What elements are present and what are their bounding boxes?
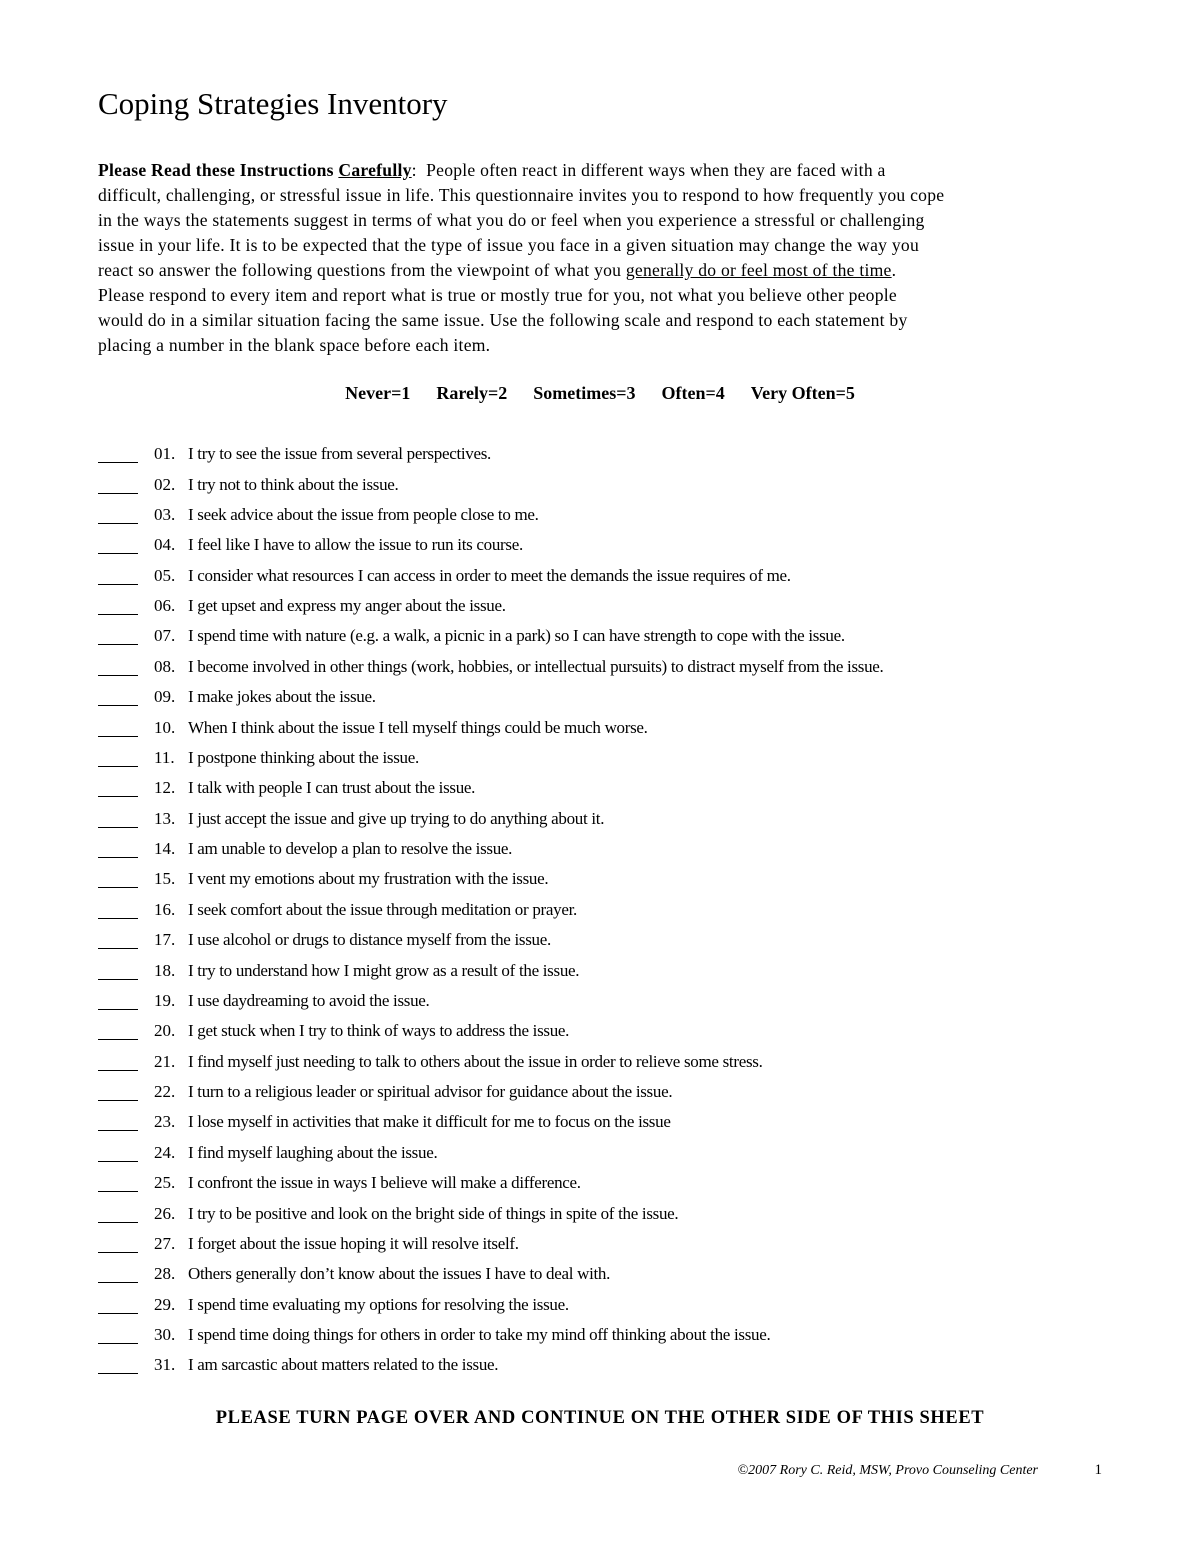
item-text: Others generally don’t know about the issues I have to deal with. <box>188 1264 611 1284</box>
item-number: 05. <box>154 565 176 585</box>
instructions-line-3: in the ways the statements suggest in terms of what you do or feel when you experience a stressful or challenging <box>98 210 925 230</box>
item-number: 31. <box>154 1355 176 1375</box>
questionnaire-item <box>98 652 1098 682</box>
item-number: 22. <box>154 1082 176 1102</box>
questionnaire-item <box>98 834 1098 864</box>
answer-blank[interactable] <box>98 870 138 888</box>
item-text: I turn to a religious leader or spiritual advisor for guidance about the issue. <box>188 1082 673 1102</box>
questionnaire-item <box>98 864 1098 894</box>
item-text: I feel like I have to allow the issue to run its course. <box>188 535 523 555</box>
answer-blank[interactable] <box>98 1356 138 1374</box>
answer-blank[interactable] <box>98 1053 138 1071</box>
item-text: I postpone thinking about the issue. <box>188 747 419 767</box>
answer-blank[interactable] <box>98 627 138 645</box>
questionnaire-item <box>98 1259 1098 1289</box>
answer-blank[interactable] <box>98 1205 138 1223</box>
item-text: I use daydreaming to avoid the issue. <box>188 990 430 1010</box>
instructions-line-5 <box>98 258 1108 283</box>
item-number: 28. <box>154 1264 176 1284</box>
item-number: 08. <box>154 656 176 676</box>
item-number: 30. <box>154 1325 176 1345</box>
instructions-heading: Please Read these Instructions <box>98 160 334 180</box>
answer-blank[interactable] <box>98 1083 138 1101</box>
item-number: 26. <box>154 1203 176 1223</box>
page-title: Coping Strategies Inventory <box>98 86 448 121</box>
questionnaire-item <box>98 773 1098 803</box>
answer-blank[interactable] <box>98 1326 138 1344</box>
questionnaire-item <box>98 986 1098 1016</box>
instructions-line-1-text: People often react in different ways when they are faced with a <box>416 160 886 180</box>
item-text: I use alcohol or drugs to distance myself from the issue. <box>188 930 551 950</box>
item-text: I am sarcastic about matters related to the issue. <box>188 1355 499 1375</box>
scale-sometimes: Sometimes=3 <box>533 383 636 403</box>
instructions-heading-emphasis: Carefully <box>338 160 412 180</box>
questionnaire-item <box>98 1016 1098 1046</box>
item-number: 27. <box>154 1233 176 1253</box>
questionnaire-item <box>98 469 1098 499</box>
answer-blank[interactable] <box>98 931 138 949</box>
answer-blank[interactable] <box>98 810 138 828</box>
answer-blank[interactable] <box>98 1174 138 1192</box>
questionnaire-item <box>98 743 1098 773</box>
item-number: 23. <box>154 1112 176 1132</box>
instructions-colon: : <box>411 160 417 180</box>
answer-blank[interactable] <box>98 1265 138 1283</box>
instructions-line-2: difficult, challenging, or stressful issue in life. This questionnaire invites you to respond to how frequently you cope <box>98 185 945 205</box>
item-text: I find myself laughing about the issue. <box>188 1142 438 1162</box>
instructions-line-4: issue in your life. It is to be expected that the type of issue you face in a given situation may change the way you <box>98 235 919 255</box>
item-text: I get upset and express my anger about the issue. <box>188 596 506 616</box>
instructions-line-1 <box>98 158 1108 183</box>
item-text: I try not to think about the issue. <box>188 474 399 494</box>
item-number: 17. <box>154 930 176 950</box>
answer-blank[interactable] <box>98 597 138 615</box>
answer-blank[interactable] <box>98 445 138 463</box>
item-number: 02. <box>154 474 176 494</box>
item-text: I lose myself in activities that make it difficult for me to focus on the issue <box>188 1112 671 1132</box>
questionnaire-item <box>98 955 1098 985</box>
item-text: I find myself just needing to talk to others about the issue in order to relieve some stress. <box>188 1051 763 1071</box>
item-text: I forget about the issue hoping it will resolve itself. <box>188 1233 519 1253</box>
instructions-paragraph <box>98 158 1108 358</box>
instructions-line-7: would do in a similar situation facing the same issue. Use the following scale and respond to each statement by <box>98 310 908 330</box>
questionnaire-item <box>98 1320 1098 1350</box>
item-number: 10. <box>154 717 176 737</box>
item-number: 19. <box>154 990 176 1010</box>
item-number: 13. <box>154 808 176 828</box>
item-text: I become involved in other things (work, hobbies, or intellectual pursuits) to distract myself from the issue. <box>188 656 884 676</box>
instructions-line-6: Please respond to every item and report what is true or mostly true for you, not what you believe other people <box>98 285 897 305</box>
questionnaire-item <box>98 1047 1098 1077</box>
item-number: 06. <box>154 596 176 616</box>
answer-blank[interactable] <box>98 1144 138 1162</box>
item-text: I talk with people I can trust about the issue. <box>188 778 476 798</box>
questionnaire-item <box>98 682 1098 712</box>
questionnaire-item <box>98 1168 1098 1198</box>
item-number: 03. <box>154 504 176 524</box>
instructions-line-5-text: react so answer the following questions from the viewpoint of what you <box>98 260 626 280</box>
instructions-line-5-end: . <box>891 260 897 280</box>
questionnaire-item <box>98 500 1098 530</box>
answer-blank[interactable] <box>98 719 138 737</box>
item-number: 18. <box>154 960 176 980</box>
answer-blank[interactable] <box>98 476 138 494</box>
item-number: 25. <box>154 1173 176 1193</box>
instructions-emphasis-underlined: generally do or feel most of the time <box>625 260 892 280</box>
answer-blank[interactable] <box>98 901 138 919</box>
item-number: 15. <box>154 869 176 889</box>
questionnaire-item <box>98 1350 1098 1380</box>
item-number: 09. <box>154 687 176 707</box>
footer-copyright: ©2007 Rory C. Reid, MSW, Provo Counseling Center <box>737 1463 1038 1478</box>
answer-blank[interactable] <box>98 1235 138 1253</box>
answer-blank[interactable] <box>98 658 138 676</box>
item-text: I get stuck when I try to think of ways to address the issue. <box>188 1021 570 1041</box>
questionnaire-item <box>98 591 1098 621</box>
item-text: I spend time evaluating my options for resolving the issue. <box>188 1294 569 1314</box>
item-text: I consider what resources I can access in order to meet the demands the issue requires of me. <box>188 565 791 585</box>
item-number: 04. <box>154 535 176 555</box>
questionnaire-item <box>98 1138 1098 1168</box>
item-number: 21. <box>154 1051 176 1071</box>
answer-blank[interactable] <box>98 567 138 585</box>
item-text: I seek advice about the issue from people close to me. <box>188 504 539 524</box>
item-text: I try to understand how I might grow as a result of the issue. <box>188 960 580 980</box>
questionnaire-item <box>98 621 1098 651</box>
item-text: When I think about the issue I tell myself things could be much worse. <box>188 717 648 737</box>
questionnaire-item <box>98 530 1098 560</box>
item-text: I make jokes about the issue. <box>188 687 376 707</box>
questionnaire-item <box>98 1290 1098 1320</box>
answer-blank[interactable] <box>98 506 138 524</box>
item-number: 14. <box>154 839 176 859</box>
questionnaire-item <box>98 561 1098 591</box>
item-text: I spend time doing things for others in order to take my mind off thinking about the issue. <box>188 1325 771 1345</box>
item-number: 16. <box>154 899 176 919</box>
item-text: I try to be positive and look on the bright side of things in spite of the issue. <box>188 1203 679 1223</box>
questionnaire-item <box>98 925 1098 955</box>
scale-rarely: Rarely=2 <box>436 383 508 403</box>
questionnaire-item <box>98 712 1098 742</box>
answer-blank[interactable] <box>98 962 138 980</box>
item-number: 20. <box>154 1021 176 1041</box>
instructions-line-8: placing a number in the blank space before each item. <box>98 335 491 355</box>
questionnaire-item <box>98 439 1098 469</box>
item-number: 29. <box>154 1294 176 1314</box>
questionnaire-item <box>98 1229 1098 1259</box>
item-text: I am unable to develop a plan to resolve the issue. <box>188 839 513 859</box>
questionnaire-item <box>98 895 1098 925</box>
item-text: I vent my emotions about my frustration with the issue. <box>188 869 549 889</box>
item-number: 07. <box>154 626 176 646</box>
scale-very-often: Very Often=5 <box>750 383 855 403</box>
answer-blank[interactable] <box>98 749 138 767</box>
item-number: 01. <box>154 444 176 464</box>
turn-page-notice: PLEASE TURN PAGE OVER AND CONTINUE ON THE OTHER SIDE OF THIS SHEET <box>215 1408 985 1428</box>
questionnaire-item <box>98 1107 1098 1137</box>
item-text: I spend time with nature (e.g. a walk, a picnic in a park) so I can have strength to cope with the issue. <box>188 626 845 646</box>
questionnaire-items <box>98 439 1098 1381</box>
answer-blank[interactable] <box>98 1296 138 1314</box>
answer-blank[interactable] <box>98 992 138 1010</box>
questionnaire-item <box>98 1198 1098 1228</box>
scale-often: Often=4 <box>661 383 725 403</box>
item-number: 12. <box>154 778 176 798</box>
answer-blank[interactable] <box>98 1113 138 1131</box>
page-number: 1 <box>1094 1462 1102 1478</box>
rating-scale <box>0 380 1200 406</box>
answer-blank[interactable] <box>98 1022 138 1040</box>
questionnaire-item <box>98 1077 1098 1107</box>
item-text: I try to see the issue from several perspectives. <box>188 444 491 464</box>
answer-blank[interactable] <box>98 779 138 797</box>
answer-blank[interactable] <box>98 536 138 554</box>
item-text: I just accept the issue and give up trying to do anything about it. <box>188 808 605 828</box>
questionnaire-item <box>98 804 1098 834</box>
item-number: 24. <box>154 1142 176 1162</box>
answer-blank[interactable] <box>98 840 138 858</box>
answer-blank[interactable] <box>98 688 138 706</box>
item-text: I seek comfort about the issue through meditation or prayer. <box>188 899 577 919</box>
item-number: 11. <box>154 747 175 767</box>
item-text: I confront the issue in ways I believe will make a difference. <box>188 1173 581 1193</box>
scale-never: Never=1 <box>345 383 411 403</box>
